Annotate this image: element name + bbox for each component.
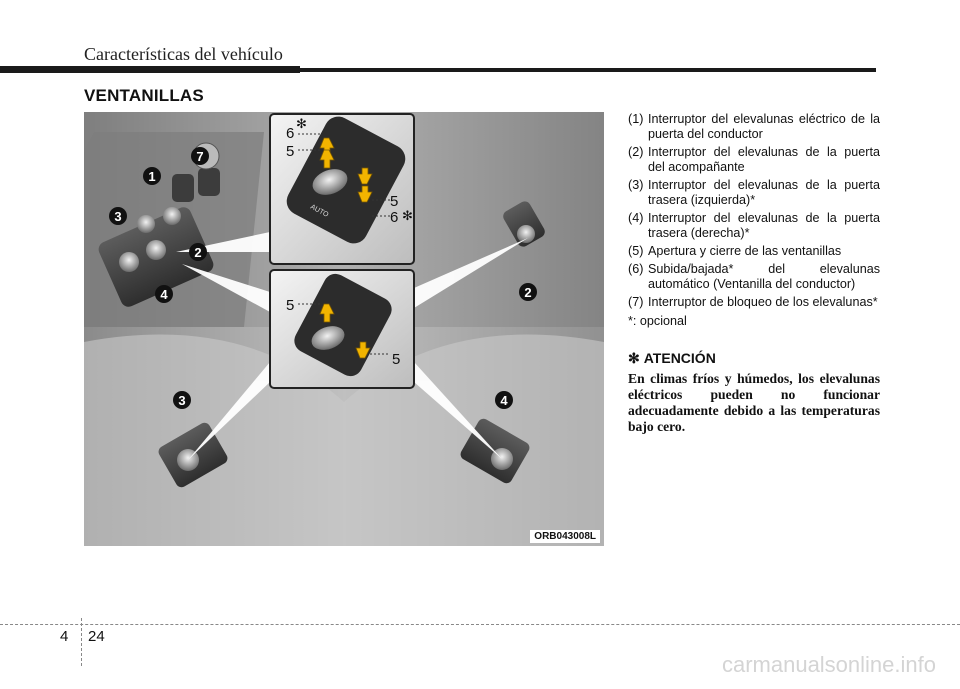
item-text: Subida/bajada* del elevalunas automático (Ventanilla del conductor): [648, 262, 880, 291]
callout-2: 2: [194, 245, 202, 260]
page-header-title: Características del vehículo: [84, 44, 283, 64]
list-item: [628, 211, 880, 241]
section-title: VENTANILLAS: [84, 86, 204, 105]
attention-title: ATENCIÓN: [643, 350, 716, 366]
attention-icon: ✻: [628, 350, 640, 366]
zoom-box-passenger: [270, 270, 414, 388]
item-number: (4): [628, 211, 644, 225]
footer-vertical-divider: [81, 618, 82, 666]
zoom-box-driver: [270, 112, 414, 264]
asterisk-mark-top: ✻: [296, 116, 307, 131]
description-column: [628, 112, 880, 435]
item-number: (1): [628, 112, 644, 126]
callout-4-rear: 4: [500, 393, 508, 408]
list-item: [628, 295, 880, 310]
page-number: 24: [88, 628, 105, 645]
zoom-label-6-top: 6: [286, 125, 295, 142]
list-item: [628, 262, 880, 292]
callout-4: 4: [160, 287, 168, 302]
callout-1: 1: [148, 169, 156, 184]
list-item: [628, 178, 880, 208]
list-item: [628, 145, 880, 175]
item-number: (7): [628, 295, 644, 309]
figure-code: ORB043008L: [530, 530, 600, 543]
zoom-label-5-down: 5: [392, 351, 401, 368]
callout-2-right: 2: [524, 285, 532, 300]
asterisk-mark-bottom: ✻: [402, 208, 413, 223]
item-number: (3): [628, 178, 644, 192]
window-switches-illustration: [84, 112, 604, 546]
callout-3-rear: 3: [178, 393, 186, 408]
item-text: Interruptor del elevalunas de la puerta trasera (izquierda)*: [648, 178, 880, 207]
window-switches-figure: [84, 112, 604, 546]
footer-divider: [0, 624, 960, 625]
watermark: carmanualsonline.info: [721, 652, 936, 677]
item-text: Interruptor del elevalunas de la puerta trasera (derecha)*: [648, 211, 880, 240]
callout-7: 7: [196, 149, 204, 164]
item-text: Interruptor del elevalunas de la puerta del acompañante: [648, 145, 880, 174]
item-number: (2): [628, 145, 644, 159]
list-item: [628, 112, 880, 142]
attention-heading: [628, 351, 880, 366]
chapter-number: 4: [60, 628, 69, 645]
list-item: [628, 244, 880, 259]
attention-body: En climas fríos y húmedos, los elevalunas eléctricos pueden no funcionar adecuadamente debido a las temperaturas bajo cero.: [628, 371, 880, 434]
item-number: (5): [628, 244, 644, 258]
footnote-optional: *: opcional: [628, 314, 687, 328]
zoom-label-5-bottom: 5: [390, 193, 399, 210]
zoom-label-5-up: 5: [286, 297, 295, 314]
auto-label: AUTO: [309, 203, 330, 219]
item-text: Interruptor de bloqueo de los elevalunas*: [648, 295, 878, 309]
item-number: (6): [628, 262, 644, 276]
header-rule: [0, 68, 876, 72]
zoom-label-6-bottom: 6: [390, 209, 399, 226]
item-text: Apertura y cierre de las ventanillas: [648, 244, 842, 258]
zoom-label-5-top: 5: [286, 143, 295, 160]
item-text: Interruptor del elevalunas eléctrico de la puerta del conductor: [648, 112, 880, 141]
callout-3: 3: [114, 209, 122, 224]
